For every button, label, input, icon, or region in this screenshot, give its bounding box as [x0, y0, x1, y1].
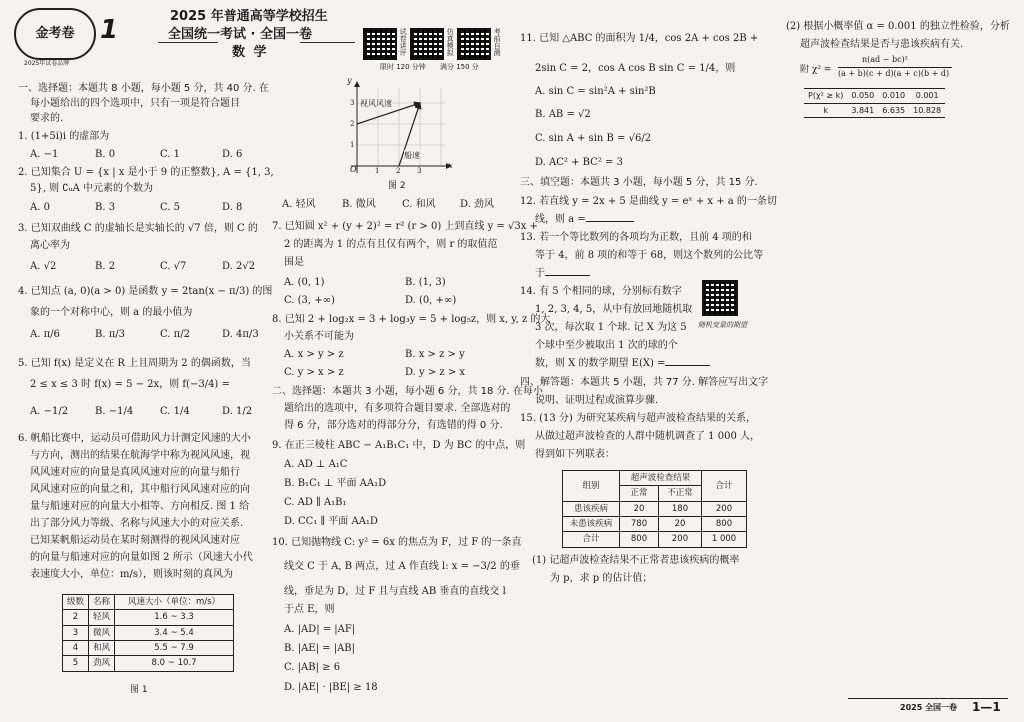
- q14-stem-l2: 1, 2, 3, 4, 5，从中有放回地随机取: [535, 304, 693, 315]
- table-row: [63, 656, 234, 671]
- brand-logo: [14, 8, 96, 68]
- q14-answer-blank[interactable]: [665, 365, 710, 366]
- full-score: 满分 150 分: [440, 63, 479, 71]
- q9-option-d[interactable]: D. CC₁ ∥ 平面 AA₁D: [284, 516, 378, 527]
- table-header: 超声波检查结果: [620, 471, 702, 486]
- q4-option-a[interactable]: A. π/6: [30, 329, 60, 340]
- page-number: 1—1: [972, 700, 1001, 714]
- q6-option-c[interactable]: C. 和风: [402, 199, 436, 210]
- fig2-x-tick: 3: [417, 167, 422, 175]
- q8-option-a[interactable]: A. x > y > z: [284, 349, 344, 360]
- q6-line: 表速度大小，单位：m/s），则该时刻的真风为: [30, 569, 233, 580]
- table-row: [63, 640, 234, 655]
- q6-option-b[interactable]: B. 微风: [342, 199, 376, 210]
- figure2-vector-diagram: [345, 78, 455, 176]
- q6-line: 出了部分风力等级、名称与风速大小的对应关系.: [30, 518, 244, 529]
- section1-heading-l3: 要求的.: [30, 113, 64, 124]
- q4-option-d[interactable]: D. 4π/3: [222, 329, 259, 340]
- table-row: [63, 610, 234, 625]
- table-cell: 20: [620, 501, 659, 516]
- section4-heading-l1: 四、解答题：本题共 5 小题，共 77 分. 解答应写出文字: [520, 377, 769, 388]
- q11-stem-l1: 11. 已知 △ABC 的面积为 1/4，cos 2A + cos 2B +: [520, 33, 759, 44]
- table-cell: 8.0 ~ 10.7: [115, 656, 234, 671]
- brand-name: 金考卷: [35, 25, 75, 41]
- table-cell: 3.4 ~ 5.4: [115, 625, 234, 640]
- q14-stem-l3: 3 次，每次取 1 个球. 记 X 为这 5: [535, 322, 687, 333]
- q14-stem-l4: 个球中至少被取出 1 次的球的个: [535, 340, 678, 351]
- qr-label-simulation: 仿真模拟: [446, 28, 455, 56]
- q6-line: 与方向，测出的结果在航海学中称为视风风速，视: [30, 450, 250, 461]
- q8-stem-l2: 小关系不可能为: [284, 331, 354, 342]
- q5-option-b[interactable]: B. −1/4: [95, 406, 134, 417]
- q2-option-c[interactable]: C. 5: [160, 202, 181, 213]
- table-header: 0.001: [909, 89, 945, 104]
- q6-line: 风风速对应的向量之和，其中船行风风速对应的向: [30, 484, 250, 495]
- table-cell: 800: [702, 516, 747, 531]
- q7-option-a[interactable]: A. (0, 1): [284, 277, 325, 288]
- table-cell: 轻风: [89, 610, 115, 625]
- q10-option-a[interactable]: A. |AD| = |AF|: [284, 624, 356, 635]
- table-header: 不正常: [659, 486, 702, 501]
- q9-option-b[interactable]: B. B₁C₁ ⊥ 平面 AA₁D: [284, 478, 387, 489]
- table-cell: 3: [63, 625, 89, 640]
- section1-heading-l1: 一、选择题：本题共 8 小题，每小题 5 分，共 40 分. 在: [18, 83, 269, 94]
- q5-stem-l2: 2 ≤ x ≤ 3 时 f(x) = 5 − 2x，则 f(−3/4) =: [30, 379, 230, 390]
- q1-option-d[interactable]: D. 6: [222, 149, 243, 160]
- q6-line: 已知某帆船运动员在某时刻测得的视风风速对应: [30, 535, 240, 546]
- table-header: 名称: [89, 595, 115, 610]
- q3-option-a[interactable]: A. √2: [30, 261, 57, 272]
- issue-number: 1: [100, 15, 119, 45]
- fig2-y-tick: 2: [350, 120, 355, 128]
- q6-line: 的向量与船速对应的向量如图 2 所示（风速大小代: [30, 552, 253, 563]
- q11-option-a[interactable]: A. sin C = sin²A + sin²B: [535, 86, 656, 97]
- table-header: 组别: [563, 471, 620, 502]
- q10-option-b[interactable]: B. |AE| = |AB|: [284, 643, 356, 654]
- q1-option-b[interactable]: B. 0: [95, 149, 116, 160]
- q10-stem-l1: 10. 已知抛物线 C: y² = 6x 的焦点为 F，过 F 的一条直: [272, 537, 522, 548]
- q1-stem: 1. (1+5i)i 的虚部为: [18, 131, 110, 142]
- q11-option-d[interactable]: D. AC² + BC² = 3: [535, 157, 623, 168]
- q2-option-a[interactable]: A. 0: [30, 202, 50, 213]
- section2-heading-l1: 二、选择题：本题共 3 小题，每小题 6 分，共 18 分. 在每小: [272, 386, 543, 397]
- fig2-x-tick: 1: [375, 167, 380, 175]
- qr-code-selftest[interactable]: [457, 28, 491, 60]
- table-header: 级数: [63, 595, 89, 610]
- fig2-boat-speed-label: 船速: [404, 151, 420, 160]
- table-cell: 6.635: [878, 103, 909, 118]
- q1-option-c[interactable]: C. 1: [160, 149, 181, 160]
- wind-level-table: [62, 594, 234, 672]
- table-header: 0.050: [847, 89, 878, 104]
- fig2-x-label: x: [448, 161, 453, 170]
- q5-option-a[interactable]: A. −1/2: [30, 406, 69, 417]
- table-row: [563, 516, 747, 531]
- time-limit: 限时 120 分钟: [380, 63, 426, 71]
- q10-stem-l4: 于点 E，则: [284, 604, 335, 615]
- section1-heading-l2: 每小题给出的四个选项中，只有一项是符合题目: [30, 98, 240, 109]
- subject-title: 数 学: [232, 45, 269, 60]
- table-cell: 180: [659, 501, 702, 516]
- q13-stem-l3: [535, 267, 590, 282]
- q15-part2-l2: 超声波检查结果是否与患该疾病有关.: [800, 39, 964, 50]
- q12-text: 线，则 a =: [535, 214, 586, 225]
- q12-stem-l1: 12. 若直线 y = 2x + 5 是曲线 y = eˣ + x + a 的一条切: [520, 196, 777, 207]
- qr-code-review[interactable]: [363, 28, 397, 60]
- table-cell: 劲风: [89, 656, 115, 671]
- q5-option-d[interactable]: D. 1/2: [222, 406, 253, 417]
- q11-option-b[interactable]: B. AB = √2: [535, 109, 591, 120]
- q15-part1-l1: (1) 记超声波检查结果不正常者患该疾病的概率: [532, 555, 740, 566]
- table-cell: 5: [63, 656, 89, 671]
- q7-stem-l2: 2 的距离为 1 的点有且仅有两个，则 r 的取值范: [284, 239, 498, 250]
- q12-stem-l2: [535, 213, 634, 228]
- qr-caption-expectation: 随机变量的期望: [698, 321, 747, 329]
- table-cell: 1.6 ~ 3.3: [115, 610, 234, 625]
- qr-label-review: 试卷讲评: [399, 28, 408, 56]
- brand-subtitle: 2025年试卷品牌: [24, 60, 70, 68]
- q3-option-d[interactable]: D. 2√2: [222, 261, 256, 272]
- q3-stem-l1: 3. 已知双曲线 C 的虚轴长是实轴长的 √7 倍，则 C 的: [18, 223, 258, 234]
- q3-option-b[interactable]: B. 2: [95, 261, 116, 272]
- qr-label-selftest: 考前自测: [493, 28, 502, 56]
- q6-option-d[interactable]: D. 劲风: [460, 199, 495, 210]
- fig2-x-tick: 2: [396, 167, 401, 175]
- q9-option-a[interactable]: A. AD ⊥ A₁C: [284, 459, 348, 470]
- fig2-y-tick: 3: [350, 99, 355, 107]
- table-cell: 2: [63, 610, 89, 625]
- q6-option-a[interactable]: A. 轻风: [282, 199, 316, 210]
- q3-option-c[interactable]: C. √7: [160, 261, 187, 272]
- q4-option-c[interactable]: C. π/2: [160, 329, 190, 340]
- section2-heading-l3: 得 6 分，部分选对的得部分分，有选错的得 0 分.: [284, 420, 503, 431]
- table-cell: 和风: [89, 640, 115, 655]
- q7-stem-l3: 围是: [284, 257, 304, 268]
- q8-option-c[interactable]: C. y > x > z: [284, 367, 344, 378]
- section4-heading-l2: 说明、证明过程或演算步骤.: [535, 395, 659, 406]
- contingency-table: [562, 470, 747, 548]
- q7-option-b[interactable]: B. (1, 3): [405, 277, 446, 288]
- q14-stem-l1: 14. 有 5 个相同的球，分别标有数字: [520, 286, 682, 297]
- table-header: P(χ² ≥ k): [804, 89, 847, 104]
- table-header: 风速大小（单位：m/s）: [115, 595, 234, 610]
- q15-stem-l2: 从做过超声波检查的人群中随机调查了 1 000 人，: [535, 431, 760, 442]
- table-cell: 4: [63, 640, 89, 655]
- q15-stem-l3: 得到如下列联表：: [535, 449, 615, 460]
- fig2-origin-label: O: [350, 165, 357, 174]
- footer-label: 2025 全国一卷: [900, 703, 958, 712]
- fig2-apparent-wind-label: 视风风速: [360, 99, 392, 108]
- section2-heading-l2: 题给出的选项中，有多项符合题目要求. 全部选对的: [284, 403, 511, 414]
- fig2-y-tick: 1: [350, 141, 355, 149]
- q2-option-d[interactable]: D. 8: [222, 202, 243, 213]
- table-cell: 780: [620, 516, 659, 531]
- table-cell: 未患该疾病: [563, 516, 620, 531]
- q10-option-d[interactable]: D. |AE| · |BE| ≥ 18: [284, 682, 378, 693]
- q15-part1-l2: 为 p，求 p 的估计值；: [550, 573, 653, 584]
- table-header: 0.010: [878, 89, 909, 104]
- q15-stem-l1: 15. (13 分) 为研究某疾病与超声波检查结果的关系，: [520, 413, 756, 424]
- q7-stem-l1: 7. 已知圆 x² + (y + 2)² = r² (r > 0) 上到直线 y = √3x +: [272, 221, 538, 232]
- qr-code-expectation[interactable]: [702, 280, 738, 316]
- q9-stem: 9. 在正三棱柱 ABC − A₁B₁C₁ 中，D 为 BC 的中点，则: [272, 440, 526, 451]
- q2-stem-l2: 5}, 则 ∁ᵤA 中元素的个数为: [30, 183, 154, 194]
- q13-stem-l2: 等于 4，前 8 项的和等于 68，则这个数列的公比等: [535, 250, 764, 261]
- table-cell: 200: [659, 532, 702, 547]
- table-cell: 患该疾病: [563, 501, 620, 516]
- section3-heading: 三、填空题：本题共 3 小题，每小题 5 分，共 15 分.: [520, 177, 758, 188]
- q7-option-d[interactable]: D. (0, +∞): [405, 295, 457, 306]
- q15-part2-l1: (2) 根据小概率值 α = 0.001 的独立性检验，分析: [786, 21, 1010, 32]
- table-row: [804, 103, 945, 118]
- q13-text: 于: [535, 268, 545, 279]
- table-cell: 200: [702, 501, 747, 516]
- table-cell: 3.841: [847, 103, 878, 118]
- q10-stem-l3: 线，垂足为 D，过 F 且与直线 AB 垂直的直线交 l: [284, 586, 506, 597]
- q10-option-c[interactable]: C. |AB| ≥ 6: [284, 662, 341, 673]
- table-cell: 10.828: [909, 103, 945, 118]
- table-row: [563, 532, 747, 547]
- q14-stem-l5: [535, 357, 710, 372]
- q3-stem-l2: 离心率为: [30, 240, 70, 251]
- q8-stem-l1: 8. 已知 2 + log₂x = 3 + log₃y = 5 + log₅z，则 x, y, z 的大: [272, 314, 551, 325]
- q5-stem-l1: 5. 已知 f(x) 是定义在 R 上且周期为 2 的偶函数，当: [18, 358, 251, 369]
- q8-option-b[interactable]: B. x > z > y: [405, 349, 465, 360]
- table-cell: 合计: [563, 532, 620, 547]
- q8-option-d[interactable]: D. y > z > x: [405, 367, 466, 378]
- table-row: [63, 625, 234, 640]
- q7-option-c[interactable]: C. (3, +∞): [284, 295, 335, 306]
- exam-title-line2: 全国统一考试 · 全国一卷: [168, 27, 312, 42]
- q6-line: 6. 帆船比赛中，运动员可借助风力计测定风速的大小: [18, 433, 251, 444]
- q9-option-c[interactable]: C. AD ∥ A₁B₁: [284, 497, 347, 508]
- table-cell: 1 000: [702, 532, 747, 547]
- table-cell: 5.5 ~ 7.9: [115, 640, 234, 655]
- table-cell: 20: [659, 516, 702, 531]
- q4-option-b[interactable]: B. π/3: [95, 329, 126, 340]
- q12-answer-blank[interactable]: [586, 221, 634, 222]
- critical-value-table: [804, 88, 945, 118]
- q6-line: 风风速对应的向量是真风风速对应的向量与船行: [30, 467, 240, 478]
- q11-option-c[interactable]: C. sin A + sin B = √6/2: [535, 133, 652, 144]
- q4-stem-l1: 4. 已知点 (a, 0)(a > 0) 是函数 y = 2tan(x − π/3) 的图: [18, 286, 273, 297]
- figure1-caption: 图 1: [130, 685, 148, 695]
- q10-stem-l2: 线交 C 于 A, B 两点，过 A 作直线 l: x = −3/2 的垂: [284, 561, 520, 572]
- q13-answer-blank[interactable]: [545, 275, 590, 276]
- table-cell: 800: [620, 532, 659, 547]
- table-cell: k: [804, 103, 847, 118]
- exam-title-line1: 2025 年普通高等学校招生: [170, 9, 328, 24]
- fig2-y-label: y: [347, 76, 352, 85]
- table-header: 正常: [620, 486, 659, 501]
- chi-square-formula-numerator: n(ad − bc)²: [862, 55, 908, 64]
- table-header: 合计: [702, 471, 747, 502]
- q13-stem-l1: 13. 若一个等比数列的各项均为正数，且前 4 项的和: [520, 232, 752, 243]
- q1-option-a[interactable]: A. −1: [30, 149, 59, 160]
- figure2-caption: 图 2: [388, 181, 406, 191]
- table-cell: 微风: [89, 625, 115, 640]
- chi-square-formula-denominator: (a + b)(c + d)(a + c)(b + d): [838, 69, 950, 78]
- chi-square-formula-prefix: 附 χ² =: [800, 65, 832, 75]
- q2-option-b[interactable]: B. 3: [95, 202, 116, 213]
- qr-code-simulation[interactable]: [410, 28, 444, 60]
- q2-stem-l1: 2. 已知集合 U = {x | x 是小于 9 的正整数}, A = {1, 3,: [18, 167, 274, 178]
- q11-stem-l2: 2sin C = 2，cos A cos B sin C = 1/4，则: [535, 63, 736, 74]
- q5-option-c[interactable]: C. 1/4: [160, 406, 190, 417]
- q14-text: 数，则 X 的数学期望 E(X) =: [535, 358, 666, 369]
- q6-line: 量与船速对应的向量大小相等、方向相反. 图 1 给: [30, 501, 250, 512]
- table-row: [563, 501, 747, 516]
- q4-stem-l2: 象的一个对称中心，则 a 的最小值为: [30, 307, 193, 318]
